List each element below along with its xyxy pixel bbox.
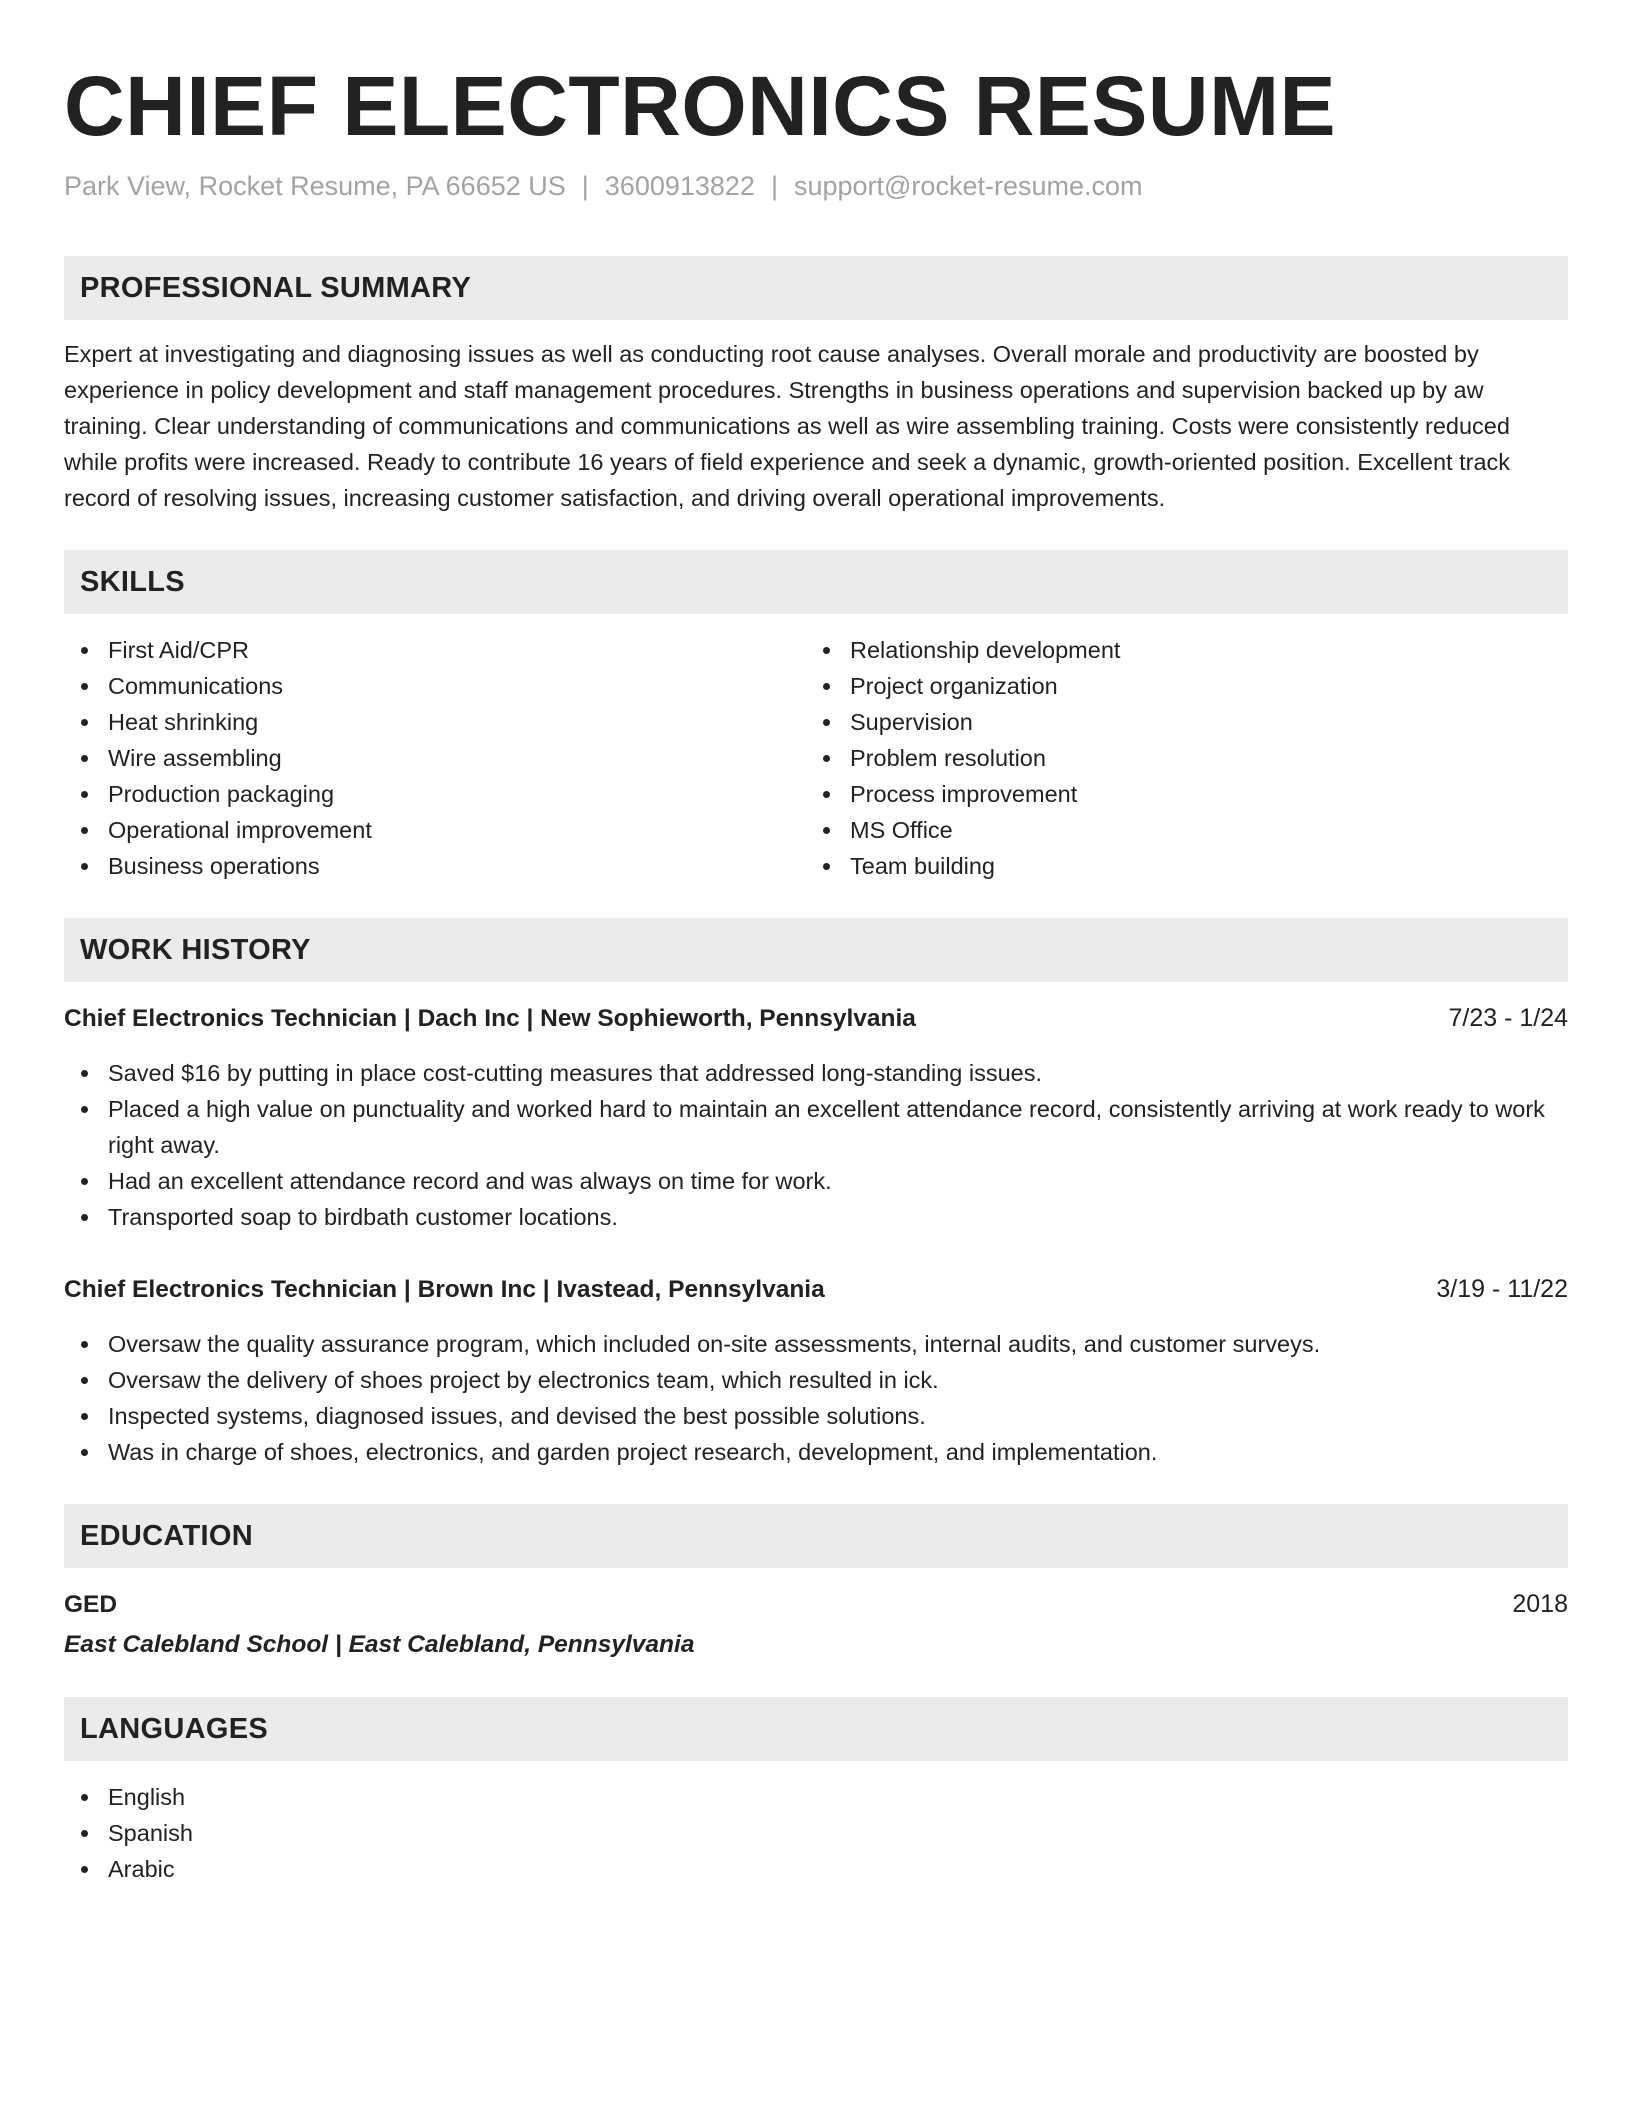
skill-item: Production packaging	[64, 776, 806, 812]
skill-item: Operational improvement	[64, 812, 806, 848]
job-bullet: Transported soap to birdbath customer locations.	[64, 1199, 1568, 1235]
section-header-work-history: WORK HISTORY	[64, 918, 1568, 982]
job-title-row	[64, 1271, 1568, 1308]
job-dates: 7/23 - 1/24	[1448, 1004, 1568, 1032]
skill-item: Business operations	[64, 848, 806, 884]
skills-list-left	[64, 632, 806, 884]
education-year: 2018	[1512, 1590, 1568, 1618]
skill-item: Team building	[806, 848, 1548, 884]
skill-item: First Aid/CPR	[64, 632, 806, 668]
skill-item: Communications	[64, 668, 806, 704]
job-bullet: Was in charge of shoes, electronics, and garden project research, development, and implementation.	[64, 1434, 1568, 1470]
job-bullet: Oversaw the delivery of shoes project by electronics team, which resulted in ick.	[64, 1362, 1568, 1398]
contact-separator: |	[770, 171, 778, 201]
skill-item: Project organization	[806, 668, 1548, 704]
skill-item: Supervision	[806, 704, 1548, 740]
section-header-education: EDUCATION	[64, 1504, 1568, 1568]
skills-columns	[64, 632, 1568, 884]
job-bullet: Inspected systems, diagnosed issues, and devised the best possible solutions.	[64, 1398, 1568, 1434]
job-title: Chief Electronics Technician | Dach Inc | New Sophieworth, Pennsylvania	[64, 1005, 916, 1032]
job-bullet: Had an excellent attendance record and was always on time for work.	[64, 1163, 1568, 1199]
skill-item: Heat shrinking	[64, 704, 806, 740]
skill-item: Problem resolution	[806, 740, 1548, 776]
contact-phone: 3600913822	[604, 171, 755, 201]
skill-item: Process improvement	[806, 776, 1548, 812]
education-row	[64, 1586, 1568, 1623]
summary-text: Expert at investigating and diagnosing issues as well as conducting root cause analyses. Overall morale and productivity are boosted by experience in policy development and staff management procedures. Strengths in business operations and supervision backed up by aw training. Clear understanding of communications and communications as well as wire assembling training. Costs were consistently reduced while profits were increased. Ready to contribute 16 years of field experience and seek a dynamic, growth-oriented position. Excellent track record of resolving issues, increasing customer satisfaction, and driving overall operational improvements.	[64, 341, 1511, 511]
education-degree: GED	[64, 1591, 118, 1618]
job-bullets	[64, 1055, 1568, 1235]
job-title-row	[64, 1000, 1568, 1037]
skills-list-right	[806, 632, 1548, 884]
language-item: Spanish	[64, 1815, 1568, 1851]
skill-item: Wire assembling	[64, 740, 806, 776]
section-header-professional-summary: PROFESSIONAL SUMMARY	[64, 256, 1568, 320]
resume-title: CHIEF ELECTRONICS RESUME	[64, 59, 1337, 153]
section-header-languages: LANGUAGES	[64, 1697, 1568, 1761]
skill-item: MS Office	[806, 812, 1548, 848]
skill-item: Relationship development	[806, 632, 1548, 668]
languages-list	[64, 1779, 1568, 1887]
job-bullet: Oversaw the quality assurance program, which included on-site assessments, internal audits, and customer surveys.	[64, 1326, 1568, 1362]
job-title: Chief Electronics Technician | Brown Inc | Ivastead, Pennsylvania	[64, 1276, 825, 1303]
job-bullets	[64, 1326, 1568, 1470]
job-bullet: Saved $16 by putting in place cost-cutting measures that addressed long-standing issues.	[64, 1055, 1568, 1091]
contact-line	[64, 168, 1568, 204]
contact-email: support@rocket-resume.com	[793, 171, 1143, 201]
contact-address: Park View, Rocket Resume, PA 66652 US	[64, 171, 566, 201]
job-dates: 3/19 - 11/22	[1436, 1275, 1568, 1303]
section-header-skills: SKILLS	[64, 550, 1568, 614]
education-school: East Calebland School | East Calebland, Pennsylvania	[64, 1631, 695, 1658]
contact-separator: |	[581, 171, 589, 201]
job-entry	[64, 1000, 1568, 1235]
job-bullet: Placed a high value on punctuality and worked hard to maintain an excellent attendance record, consistently arriving at work ready to work right away.	[64, 1091, 1568, 1163]
language-item: Arabic	[64, 1851, 1568, 1887]
job-entry	[64, 1271, 1568, 1470]
language-item: English	[64, 1779, 1568, 1815]
